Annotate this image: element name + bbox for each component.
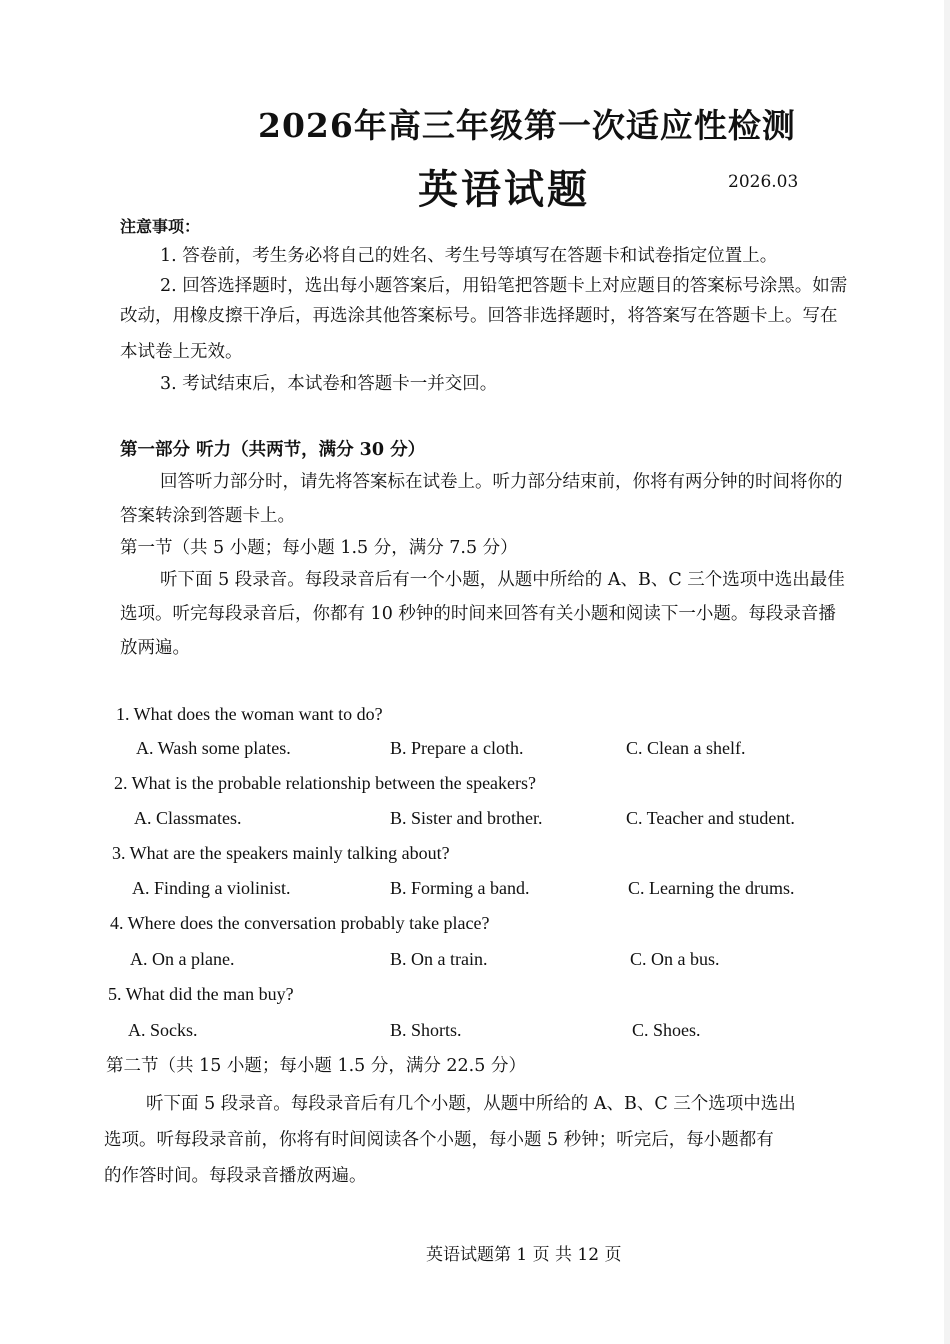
notice-heading: 注意事项： — [120, 217, 201, 236]
section2-intro-line-2: 选项。听每段录音前，你将有时间阅读各个小题，每小题 5 秒钟；听完后，每小题都有 — [104, 1130, 774, 1150]
exam-date: 2026.03 — [728, 172, 799, 192]
section1-intro-line-2: 选项。听完每段录音后，你都有 10 秒钟的时间来回答有关小题和阅读下一小题。每段录音播 — [120, 604, 836, 624]
question-1-option-c: C. Clean a shelf. — [626, 738, 746, 758]
question-3: 3. What are the speakers mainly talking about? — [112, 843, 450, 863]
section2-intro-line-3: 的作答时间。每段录音播放两遍。 — [104, 1166, 367, 1186]
question-2-option-b: B. Sister and brother. — [390, 808, 543, 828]
page-footer: 英语试题第 1 页 共 12 页 — [426, 1245, 622, 1265]
part1-heading: 第一部分 听力（共两节，满分 30 分） — [120, 440, 426, 460]
question-3-option-b: B. Forming a band. — [390, 878, 530, 898]
notice-item-2-line-3: 本试卷上无效。 — [120, 342, 243, 362]
page-edge-shadow — [944, 0, 950, 1344]
notice-item-2-line-1: 2. 回答选择题时，选出每小题答案后，用铅笔把答题卡上对应题目的答案标号涂黑。如需 — [160, 276, 848, 296]
question-3-option-c: C. Learning the drums. — [628, 878, 795, 898]
subject-title: 英语试题 — [418, 166, 590, 213]
question-2-option-c: C. Teacher and student. — [626, 808, 795, 828]
question-5-option-c: C. Shoes. — [632, 1020, 701, 1040]
question-5-option-b: B. Shorts. — [390, 1020, 462, 1040]
section1-intro-line-1: 听下面 5 段录音。每段录音后有一个小题，从题中所给的 A、B、C 三个选项中选出最佳 — [160, 570, 845, 590]
notice-item-2-line-2: 改动，用橡皮擦干净后，再选涂其他答案标号。回答非选择题时，将答案写在答题卡上。写在 — [120, 306, 838, 326]
question-4: 4. Where does the conversation probably take place? — [110, 913, 490, 933]
part1-intro-line-1: 回答听力部分时，请先将答案标在试卷上。听力部分结束前，你将有两分钟的时间将你的 — [160, 472, 843, 492]
question-1-option-b: B. Prepare a cloth. — [390, 738, 524, 758]
question-4-option-c: C. On a bus. — [630, 949, 720, 969]
notice-item-1: 1. 答卷前，考生务必将自己的姓名、考生号等填写在答题卡和试卷指定位置上。 — [160, 246, 778, 266]
question-5: 5. What did the man buy? — [108, 984, 294, 1004]
section2-heading: 第二节（共 15 小题；每小题 1.5 分，满分 22.5 分） — [106, 1056, 526, 1076]
exam-title: 2026年高三年级第一次适应性检测 — [258, 106, 796, 145]
section2-intro-line-1: 听下面 5 段录音。每段录音后有几个小题，从题中所给的 A、B、C 三个选项中选出 — [146, 1094, 796, 1114]
question-5-option-a: A. Socks. — [128, 1020, 198, 1040]
question-1: 1. What does the woman want to do? — [116, 704, 383, 724]
question-2: 2. What is the probable relationship between the speakers? — [114, 773, 537, 793]
question-4-option-b: B. On a train. — [390, 949, 488, 969]
question-3-option-a: A. Finding a violinist. — [132, 878, 291, 898]
question-4-option-a: A. On a plane. — [130, 949, 235, 969]
part1-intro-line-2: 答案转涂到答题卡上。 — [120, 506, 295, 526]
question-1-option-a: A. Wash some plates. — [136, 738, 291, 758]
notice-item-3: 3. 考试结束后，本试卷和答题卡一并交回。 — [160, 374, 498, 394]
section1-intro-line-3: 放两遍。 — [120, 638, 190, 658]
section1-heading: 第一节（共 5 小题；每小题 1.5 分，满分 7.5 分） — [120, 538, 518, 558]
question-2-option-a: A. Classmates. — [134, 808, 242, 828]
